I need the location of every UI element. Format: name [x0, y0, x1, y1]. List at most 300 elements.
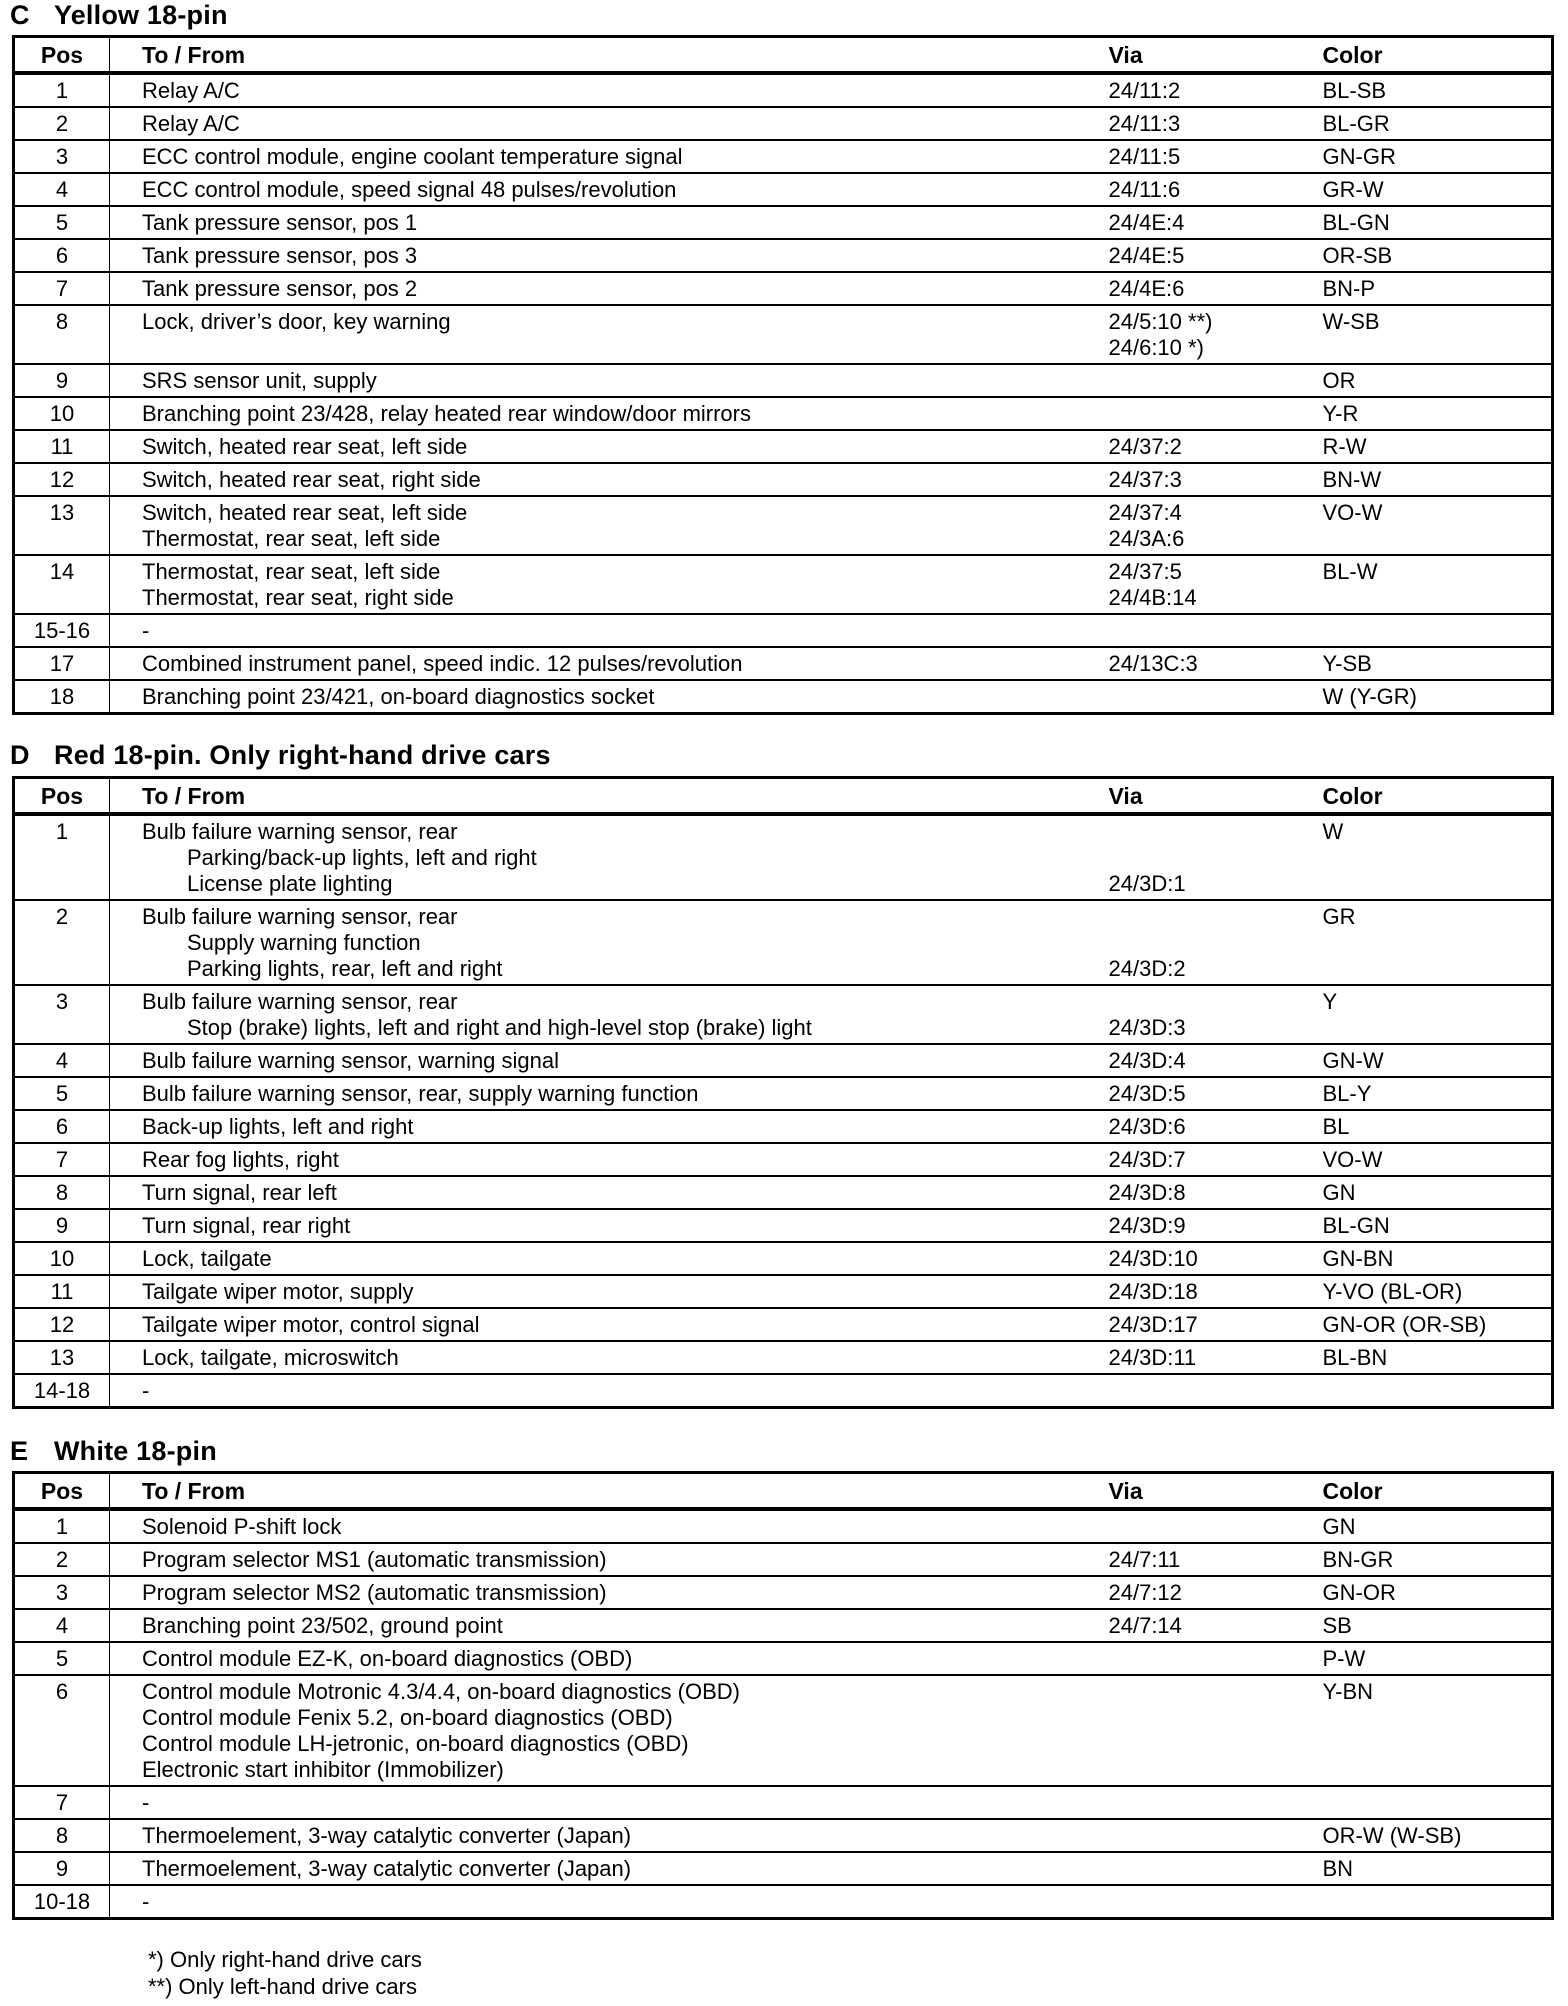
- table-row: [14, 1819, 1553, 1852]
- via-cell: [1109, 107, 1323, 140]
- via-cell: [1109, 1543, 1323, 1576]
- to-from-line: Thermostat, rear seat, left side: [142, 526, 441, 551]
- via-reference: 24/4E:6: [1108, 276, 1185, 301]
- via-cell: [1109, 614, 1323, 647]
- to-from-line: Solenoid P-shift lock: [142, 1514, 342, 1539]
- section-title-text: White 18-pin: [54, 1436, 217, 1466]
- via-reference: 24/3D:9: [1108, 1213, 1186, 1238]
- wire-color: BN-GR: [1323, 1543, 1553, 1576]
- table-row: [14, 1143, 1553, 1176]
- wire-color: GN: [1323, 1176, 1553, 1209]
- via-cell: [1109, 1374, 1323, 1408]
- to-from-line: Thermostat, rear seat, right side: [142, 585, 454, 610]
- to-from-line: -: [142, 1790, 150, 1815]
- via-cell: [1109, 496, 1323, 555]
- table-row: [14, 1675, 1553, 1786]
- section-e-title: [10, 1436, 217, 1466]
- section-letter: D: [10, 740, 30, 770]
- via-reference: 24/7:14: [1108, 1613, 1182, 1638]
- table-row: [14, 1077, 1553, 1110]
- to-from-line: Bulb failure warning sensor, warning signal: [142, 1048, 560, 1073]
- to-from-cell: [110, 1786, 1109, 1819]
- pin-position: 2: [14, 900, 110, 985]
- wire-color: GN: [1323, 1509, 1553, 1543]
- header-pos: Pos: [14, 37, 110, 74]
- via-cell: [1109, 305, 1323, 364]
- to-from-cell: [110, 1609, 1109, 1642]
- to-from-cell: [110, 107, 1109, 140]
- to-from-cell: [110, 555, 1109, 614]
- via-cell: [1109, 1609, 1323, 1642]
- pin-position: 5: [14, 1642, 110, 1675]
- to-from-cell: [110, 1110, 1109, 1143]
- pin-position: 5: [14, 206, 110, 239]
- pin-position: 6: [14, 1675, 110, 1786]
- pin-position: 15-16: [14, 614, 110, 647]
- table-row: [14, 239, 1553, 272]
- to-from-line: -: [142, 1889, 150, 1914]
- via-cell: [1109, 73, 1323, 107]
- via-reference: [1109, 845, 1323, 871]
- to-from-line: Supply warning function: [187, 930, 421, 955]
- to-from-cell: [110, 1374, 1109, 1408]
- wire-color: BL-W: [1323, 555, 1553, 614]
- table-row: [14, 397, 1553, 430]
- to-from-cell: [110, 430, 1109, 463]
- wire-color: BL-BN: [1323, 1341, 1553, 1374]
- wire-color: [1323, 1374, 1553, 1408]
- via-reference: 24/3D:4: [1108, 1048, 1186, 1073]
- to-from-line: Tailgate wiper motor, control signal: [142, 1312, 480, 1337]
- via-reference: 24/3D:10: [1108, 1246, 1198, 1271]
- wire-color: GR: [1323, 900, 1553, 985]
- table-row: [14, 1176, 1553, 1209]
- via-cell: [1109, 173, 1323, 206]
- via-reference: 24/3D:18: [1108, 1279, 1198, 1304]
- wire-color: Y-VO (BL-OR): [1323, 1275, 1553, 1308]
- to-from-cell: [110, 1819, 1109, 1852]
- to-from-line: ECC control module, speed signal 48 pulses/revolution: [142, 177, 677, 202]
- via-reference: 24/6:10 *): [1108, 335, 1204, 360]
- pin-table-e: [12, 1471, 1554, 1920]
- via-reference: 24/37:3: [1108, 467, 1182, 492]
- pin-position: 5: [14, 1077, 110, 1110]
- wire-color: GR-W: [1323, 173, 1553, 206]
- to-from-cell: [110, 985, 1109, 1044]
- pin-position: 17: [14, 647, 110, 680]
- via-reference: [1109, 904, 1323, 930]
- via-reference: 24/7:12: [1108, 1580, 1182, 1605]
- to-from-cell: [110, 1077, 1109, 1110]
- wire-color: GN-W: [1323, 1044, 1553, 1077]
- via-cell: [1109, 1341, 1323, 1374]
- to-from-line: Branching point 23/502, ground point: [142, 1613, 503, 1638]
- table-row: [14, 1341, 1553, 1374]
- wire-color: Y-SB: [1323, 647, 1553, 680]
- via-cell: [1109, 397, 1323, 430]
- to-from-cell: [110, 397, 1109, 430]
- via-reference: 24/3D:1: [1108, 871, 1186, 896]
- pin-position: 9: [14, 364, 110, 397]
- table-row: [14, 1110, 1553, 1143]
- wire-color: GN-OR (OR-SB): [1323, 1308, 1553, 1341]
- pin-table-d: [12, 776, 1554, 1409]
- to-from-line: Program selector MS2 (automatic transmission): [142, 1580, 607, 1605]
- via-cell: [1109, 555, 1323, 614]
- table-row: [14, 1374, 1553, 1408]
- to-from-cell: [110, 1576, 1109, 1609]
- wire-color: GN-GR: [1323, 140, 1553, 173]
- section-d-title: [10, 740, 551, 770]
- to-from-cell: [110, 1675, 1109, 1786]
- pin-position: 3: [14, 140, 110, 173]
- via-reference: 24/4E:5: [1108, 243, 1185, 268]
- to-from-line: Thermostat, rear seat, left side: [142, 559, 441, 584]
- table-row: [14, 73, 1553, 107]
- via-reference: 24/3D:2: [1108, 956, 1186, 981]
- header-to-from: To / From: [110, 778, 1109, 815]
- to-from-line: Control module Motronic 4.3/4.4, on-board diagnostics (OBD): [142, 1679, 740, 1704]
- via-reference: 24/3D:7: [1108, 1147, 1186, 1172]
- via-cell: [1109, 430, 1323, 463]
- to-from-cell: [110, 900, 1109, 985]
- table-row: [14, 140, 1553, 173]
- pin-position: 9: [14, 1209, 110, 1242]
- pin-position: 14: [14, 555, 110, 614]
- wire-color: [1323, 1786, 1553, 1819]
- pin-position: 11: [14, 430, 110, 463]
- via-cell: [1109, 1275, 1323, 1308]
- to-from-cell: [110, 173, 1109, 206]
- pin-position: 4: [14, 1044, 110, 1077]
- wire-color: R-W: [1323, 430, 1553, 463]
- via-reference: 24/5:10 **): [1108, 309, 1213, 334]
- to-from-line: -: [142, 618, 150, 643]
- wire-color: OR-W (W-SB): [1323, 1819, 1553, 1852]
- via-cell: [1109, 647, 1323, 680]
- pin-position: 11: [14, 1275, 110, 1308]
- via-cell: [1109, 140, 1323, 173]
- header-pos: Pos: [14, 778, 110, 815]
- pin-position: 6: [14, 239, 110, 272]
- via-reference: 24/11:6: [1108, 177, 1181, 202]
- to-from-line: Control module Fenix 5.2, on-board diagnostics (OBD): [142, 1705, 673, 1730]
- table-header-row: [14, 1473, 1553, 1510]
- via-reference: 24/3D:5: [1108, 1081, 1186, 1106]
- pin-position: 10-18: [14, 1885, 110, 1919]
- to-from-line: Back-up lights, left and right: [142, 1114, 414, 1139]
- to-from-line: ECC control module, engine coolant temperature signal: [142, 144, 683, 169]
- to-from-cell: [110, 1308, 1109, 1341]
- header-color: Color: [1323, 1473, 1553, 1510]
- via-reference: 24/3D:8: [1108, 1180, 1186, 1205]
- table-row: [14, 206, 1553, 239]
- table-row: [14, 1275, 1553, 1308]
- pin-position: 12: [14, 463, 110, 496]
- via-cell: [1109, 1110, 1323, 1143]
- via-reference: 24/11:2: [1108, 78, 1181, 103]
- footnote-lhd: **) Only left-hand drive cars: [148, 1974, 417, 1999]
- table-row: [14, 614, 1553, 647]
- pin-position: 2: [14, 1543, 110, 1576]
- header-via: Via: [1109, 37, 1323, 74]
- to-from-line: SRS sensor unit, supply: [142, 368, 377, 393]
- table-row: [14, 1852, 1553, 1885]
- to-from-line: Turn signal, rear left: [142, 1180, 337, 1205]
- pin-position: 9: [14, 1852, 110, 1885]
- to-from-cell: [110, 140, 1109, 173]
- via-reference: [1109, 819, 1323, 845]
- pin-table-c: [12, 35, 1554, 715]
- via-cell: [1109, 1242, 1323, 1275]
- via-reference: 24/13C:3: [1108, 651, 1198, 676]
- table-row: [14, 680, 1553, 714]
- to-from-line: Switch, heated rear seat, left side: [142, 500, 468, 525]
- via-cell: [1109, 1852, 1323, 1885]
- to-from-line: Parking lights, rear, left and right: [187, 956, 503, 981]
- table-row: [14, 107, 1553, 140]
- table-row: [14, 272, 1553, 305]
- to-from-cell: [110, 1509, 1109, 1543]
- to-from-line: Tank pressure sensor, pos 1: [142, 210, 418, 235]
- header-color: Color: [1323, 37, 1553, 74]
- to-from-cell: [110, 364, 1109, 397]
- to-from-line: Thermoelement, 3-way catalytic converter (Japan): [142, 1856, 632, 1881]
- wire-color: VO-W: [1323, 1143, 1553, 1176]
- to-from-line: Thermoelement, 3-way catalytic converter (Japan): [142, 1823, 632, 1848]
- pin-position: 2: [14, 107, 110, 140]
- to-from-line: Branching point 23/421, on-board diagnostics socket: [142, 684, 655, 709]
- wire-color: Y-BN: [1323, 1675, 1553, 1786]
- to-from-line: Lock, tailgate, microswitch: [142, 1345, 399, 1370]
- via-cell: [1109, 1642, 1323, 1675]
- via-cell: [1109, 1675, 1323, 1786]
- via-cell: [1109, 1176, 1323, 1209]
- to-from-line: Rear fog lights, right: [142, 1147, 339, 1172]
- table-row: [14, 173, 1553, 206]
- header-color: Color: [1323, 778, 1553, 815]
- wire-color: Y: [1323, 985, 1553, 1044]
- to-from-cell: [110, 814, 1109, 900]
- section-c-title: [10, 0, 228, 30]
- to-from-line: Lock, driver’s door, key warning: [142, 309, 451, 334]
- pin-position: 4: [14, 173, 110, 206]
- to-from-line: Lock, tailgate: [142, 1246, 272, 1271]
- pin-position: 7: [14, 272, 110, 305]
- pin-position: 13: [14, 496, 110, 555]
- via-cell: [1109, 463, 1323, 496]
- to-from-cell: [110, 680, 1109, 714]
- wire-color: BL-GN: [1323, 206, 1553, 239]
- pin-position: 7: [14, 1786, 110, 1819]
- header-via: Via: [1109, 1473, 1323, 1510]
- to-from-cell: [110, 1341, 1109, 1374]
- to-from-cell: [110, 1275, 1109, 1308]
- table-header-row: [14, 37, 1553, 74]
- to-from-cell: [110, 1176, 1109, 1209]
- wire-color: BN: [1323, 1852, 1553, 1885]
- to-from-cell: [110, 73, 1109, 107]
- via-cell: [1109, 364, 1323, 397]
- via-cell: [1109, 1786, 1323, 1819]
- to-from-line: Tank pressure sensor, pos 2: [142, 276, 418, 301]
- via-reference: 24/4B:14: [1108, 585, 1197, 610]
- table-row: [14, 555, 1553, 614]
- via-cell: [1109, 272, 1323, 305]
- via-cell: [1109, 1209, 1323, 1242]
- table-row: [14, 1885, 1553, 1919]
- wire-color: BL-Y: [1323, 1077, 1553, 1110]
- via-cell: [1109, 814, 1323, 900]
- via-cell: [1109, 1044, 1323, 1077]
- via-reference: [1109, 930, 1323, 956]
- via-reference: 24/3D:17: [1108, 1312, 1198, 1337]
- wire-color: [1323, 1885, 1553, 1919]
- wire-color: SB: [1323, 1609, 1553, 1642]
- table-row: [14, 647, 1553, 680]
- footnote-rhd: *) Only right-hand drive cars: [148, 1947, 422, 1972]
- via-cell: [1109, 239, 1323, 272]
- to-from-line: Stop (brake) lights, left and right and high-level stop (brake) light: [187, 1015, 812, 1040]
- table-row: [14, 1642, 1553, 1675]
- table-row: [14, 430, 1553, 463]
- pin-position: 4: [14, 1609, 110, 1642]
- pin-position: 6: [14, 1110, 110, 1143]
- to-from-line: Combined instrument panel, speed indic. 12 pulses/revolution: [142, 651, 743, 676]
- wire-color: OR-SB: [1323, 239, 1553, 272]
- pin-position: 1: [14, 73, 110, 107]
- table-row: [14, 985, 1553, 1044]
- pin-position: 3: [14, 985, 110, 1044]
- wire-color: GN-BN: [1323, 1242, 1553, 1275]
- via-reference: 24/3A:6: [1108, 526, 1185, 551]
- table-row: [14, 1543, 1553, 1576]
- to-from-line: Bulb failure warning sensor, rear, supply warning function: [142, 1081, 699, 1106]
- to-from-line: License plate lighting: [187, 871, 393, 896]
- wire-color: BL-GN: [1323, 1209, 1553, 1242]
- to-from-cell: [110, 1044, 1109, 1077]
- to-from-cell: [110, 463, 1109, 496]
- table-row: [14, 463, 1553, 496]
- table-row: [14, 1308, 1553, 1341]
- header-to-from: To / From: [110, 1473, 1109, 1510]
- via-reference: 24/3D:3: [1108, 1015, 1186, 1040]
- table-row: [14, 1242, 1553, 1275]
- wire-color: VO-W: [1323, 496, 1553, 555]
- pin-position: 12: [14, 1308, 110, 1341]
- to-from-cell: [110, 239, 1109, 272]
- via-cell: [1109, 985, 1323, 1044]
- to-from-line: Relay A/C: [142, 111, 240, 136]
- wire-color: W: [1323, 814, 1553, 900]
- via-cell: [1109, 1308, 1323, 1341]
- table-row: [14, 814, 1553, 900]
- via-reference: 24/37:2: [1108, 434, 1182, 459]
- to-from-line: Bulb failure warning sensor, rear: [142, 819, 458, 844]
- via-reference: 24/4E:4: [1108, 210, 1185, 235]
- to-from-line: Control module LH-jetronic, on-board diagnostics (OBD): [142, 1731, 689, 1756]
- to-from-cell: [110, 496, 1109, 555]
- via-cell: [1109, 680, 1323, 714]
- to-from-line: Bulb failure warning sensor, rear: [142, 989, 458, 1014]
- table-row: [14, 1509, 1553, 1543]
- table-row: [14, 496, 1553, 555]
- wire-color: OR: [1323, 364, 1553, 397]
- to-from-line: Tank pressure sensor, pos 3: [142, 243, 418, 268]
- to-from-cell: [110, 1852, 1109, 1885]
- via-cell: [1109, 1077, 1323, 1110]
- via-reference: 24/11:3: [1108, 111, 1181, 136]
- pin-position: 7: [14, 1143, 110, 1176]
- via-reference: 24/3D:11: [1108, 1345, 1197, 1370]
- table-row: [14, 305, 1553, 364]
- wire-color: W-SB: [1323, 305, 1553, 364]
- via-cell: [1109, 1885, 1323, 1919]
- table-row: [14, 364, 1553, 397]
- pin-position: 18: [14, 680, 110, 714]
- to-from-line: Turn signal, rear right: [142, 1213, 351, 1238]
- header-via: Via: [1109, 778, 1323, 815]
- to-from-cell: [110, 614, 1109, 647]
- via-reference: [1109, 989, 1323, 1015]
- to-from-cell: [110, 1242, 1109, 1275]
- to-from-line: Relay A/C: [142, 78, 240, 103]
- to-from-line: Program selector MS1 (automatic transmission): [142, 1547, 607, 1572]
- wire-color: BL-GR: [1323, 107, 1553, 140]
- to-from-line: Switch, heated rear seat, right side: [142, 467, 481, 492]
- table-row: [14, 900, 1553, 985]
- table-row: [14, 1044, 1553, 1077]
- via-reference: 24/7:11: [1108, 1547, 1181, 1572]
- to-from-cell: [110, 1209, 1109, 1242]
- section-title-text: Yellow 18-pin: [54, 0, 228, 30]
- table-row: [14, 1786, 1553, 1819]
- header-pos: Pos: [14, 1473, 110, 1510]
- to-from-cell: [110, 647, 1109, 680]
- table-row: [14, 1209, 1553, 1242]
- wire-color: BN-W: [1323, 463, 1553, 496]
- via-reference: 24/11:5: [1108, 144, 1181, 169]
- pin-position: 8: [14, 1176, 110, 1209]
- via-reference: 24/3D:6: [1108, 1114, 1186, 1139]
- to-from-line: Electronic start inhibitor (Immobilizer): [142, 1757, 504, 1782]
- pin-position: 3: [14, 1576, 110, 1609]
- wire-color: GN-OR: [1323, 1576, 1553, 1609]
- to-from-line: Switch, heated rear seat, left side: [142, 434, 468, 459]
- header-to-from: To / From: [110, 37, 1109, 74]
- pin-position: 10: [14, 1242, 110, 1275]
- to-from-line: Tailgate wiper motor, supply: [142, 1279, 414, 1304]
- to-from-line: Parking/back-up lights, left and right: [187, 845, 537, 870]
- wire-color: Y-R: [1323, 397, 1553, 430]
- section-letter: C: [10, 0, 30, 30]
- via-reference: 24/37:5: [1108, 559, 1182, 584]
- to-from-cell: [110, 1143, 1109, 1176]
- to-from-cell: [110, 272, 1109, 305]
- to-from-cell: [110, 206, 1109, 239]
- wire-color: P-W: [1323, 1642, 1553, 1675]
- via-cell: [1109, 1819, 1323, 1852]
- via-cell: [1109, 206, 1323, 239]
- to-from-cell: [110, 1543, 1109, 1576]
- pin-position: 13: [14, 1341, 110, 1374]
- via-cell: [1109, 1576, 1323, 1609]
- via-reference: 24/37:4: [1108, 500, 1182, 525]
- wire-color: BN-P: [1323, 272, 1553, 305]
- pin-position: 10: [14, 397, 110, 430]
- wire-color: BL-SB: [1323, 73, 1553, 107]
- table-row: [14, 1576, 1553, 1609]
